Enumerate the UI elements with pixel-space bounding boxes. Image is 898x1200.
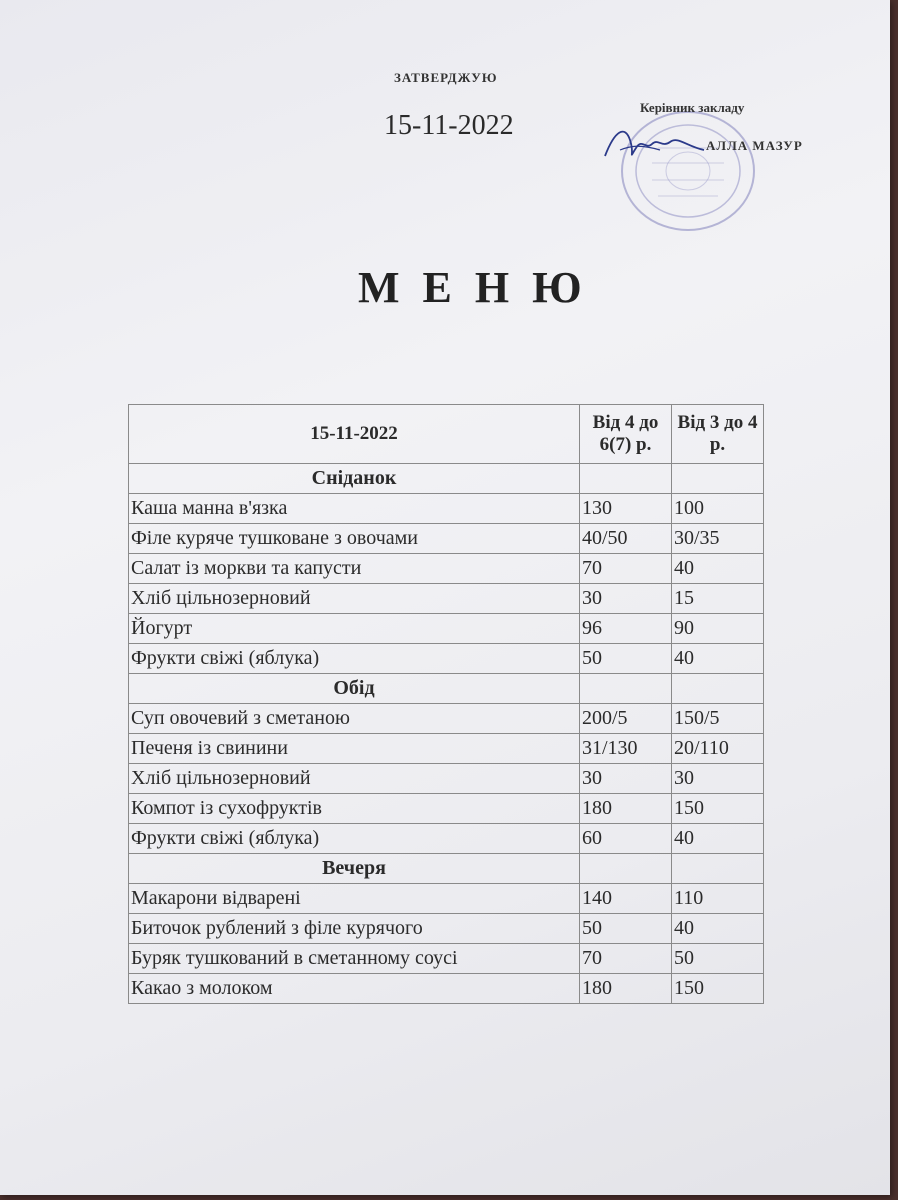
portion-4-6: 70 xyxy=(580,554,672,584)
portion-3-4: 40 xyxy=(672,914,764,944)
portion-3-4: 40 xyxy=(672,554,764,584)
section-title: Обід xyxy=(129,674,580,704)
dish-name: Салат із моркви та капусти xyxy=(129,554,580,584)
portion-3-4: 30 xyxy=(672,764,764,794)
table-header-row xyxy=(129,405,764,464)
approval-date: 15-11-2022 xyxy=(384,110,514,141)
dish-name: Биточок рублений з філе курячого xyxy=(129,914,580,944)
portion-4-6: 200/5 xyxy=(580,704,672,734)
dish-name: Хліб цільнозерновий xyxy=(129,764,580,794)
header-age-4-6: Від 4 до 6(7) р. xyxy=(580,405,672,464)
portion-3-4: 20/110 xyxy=(672,734,764,764)
table-row xyxy=(129,704,764,734)
header-age-3-4: Від 3 до 4 р. xyxy=(672,405,764,464)
section-row xyxy=(129,674,764,704)
portion-3-4: 150 xyxy=(672,794,764,824)
table-row xyxy=(129,944,764,974)
portion-4-6: 140 xyxy=(580,884,672,914)
table-row xyxy=(129,644,764,674)
dish-name: Філе куряче тушковане з овочами xyxy=(129,524,580,554)
portion-3-4: 150 xyxy=(672,974,764,1004)
portion-3-4: 100 xyxy=(672,494,764,524)
portion-3-4: 110 xyxy=(672,884,764,914)
portion-4-6: 30 xyxy=(580,764,672,794)
approval-label: ЗАТВЕРДЖУЮ xyxy=(394,70,498,85)
table-row xyxy=(129,914,764,944)
table-row xyxy=(129,524,764,554)
dish-name: Фрукти свіжі (яблука) xyxy=(129,824,580,854)
portion-3-4: 15 xyxy=(672,584,764,614)
table-row xyxy=(129,614,764,644)
section-empty-cell xyxy=(672,854,764,884)
portion-3-4: 40 xyxy=(672,644,764,674)
dish-name: Каша манна в'язка xyxy=(129,494,580,524)
menu-table xyxy=(128,404,764,1004)
table-row xyxy=(129,734,764,764)
dish-name: Йогурт xyxy=(129,614,580,644)
table-row xyxy=(129,884,764,914)
portion-4-6: 50 xyxy=(580,644,672,674)
dish-name: Какао з молоком xyxy=(129,974,580,1004)
dish-name: Компот із сухофруктів xyxy=(129,794,580,824)
table-row xyxy=(129,764,764,794)
dish-name: Буряк тушкований в сметанному соусі xyxy=(129,944,580,974)
section-title: Сніданок xyxy=(129,464,580,494)
portion-4-6: 180 xyxy=(580,974,672,1004)
section-row xyxy=(129,464,764,494)
section-row xyxy=(129,854,764,884)
portion-4-6: 30 xyxy=(580,584,672,614)
table-row xyxy=(129,824,764,854)
portion-4-6: 40/50 xyxy=(580,524,672,554)
section-title: Вечеря xyxy=(129,854,580,884)
dish-name: Макарони відварені xyxy=(129,884,580,914)
portion-3-4: 150/5 xyxy=(672,704,764,734)
dish-name: Печеня із свинини xyxy=(129,734,580,764)
table-row xyxy=(129,794,764,824)
portion-3-4: 40 xyxy=(672,824,764,854)
portion-4-6: 96 xyxy=(580,614,672,644)
portion-4-6: 180 xyxy=(580,794,672,824)
dish-name: Хліб цільнозерновий xyxy=(129,584,580,614)
portion-4-6: 70 xyxy=(580,944,672,974)
section-empty-cell xyxy=(672,464,764,494)
table-row xyxy=(129,494,764,524)
portion-3-4: 30/35 xyxy=(672,524,764,554)
portion-4-6: 130 xyxy=(580,494,672,524)
section-empty-cell xyxy=(580,674,672,704)
head-name: АЛЛА МАЗУР xyxy=(706,138,803,153)
table-row xyxy=(129,974,764,1004)
portion-4-6: 50 xyxy=(580,914,672,944)
portion-4-6: 31/130 xyxy=(580,734,672,764)
head-of-institution-label: Керівник закладу xyxy=(640,100,745,115)
portion-4-6: 60 xyxy=(580,824,672,854)
dish-name: Фрукти свіжі (яблука) xyxy=(129,644,580,674)
section-empty-cell xyxy=(672,674,764,704)
header-date: 15-11-2022 xyxy=(129,405,580,464)
page-title: М Е Н Ю xyxy=(358,263,588,312)
signature-icon xyxy=(600,120,710,165)
table-row xyxy=(129,554,764,584)
section-empty-cell xyxy=(580,854,672,884)
section-empty-cell xyxy=(580,464,672,494)
table-row xyxy=(129,584,764,614)
portion-3-4: 90 xyxy=(672,614,764,644)
portion-3-4: 50 xyxy=(672,944,764,974)
dish-name: Суп овочевий з сметаною xyxy=(129,704,580,734)
